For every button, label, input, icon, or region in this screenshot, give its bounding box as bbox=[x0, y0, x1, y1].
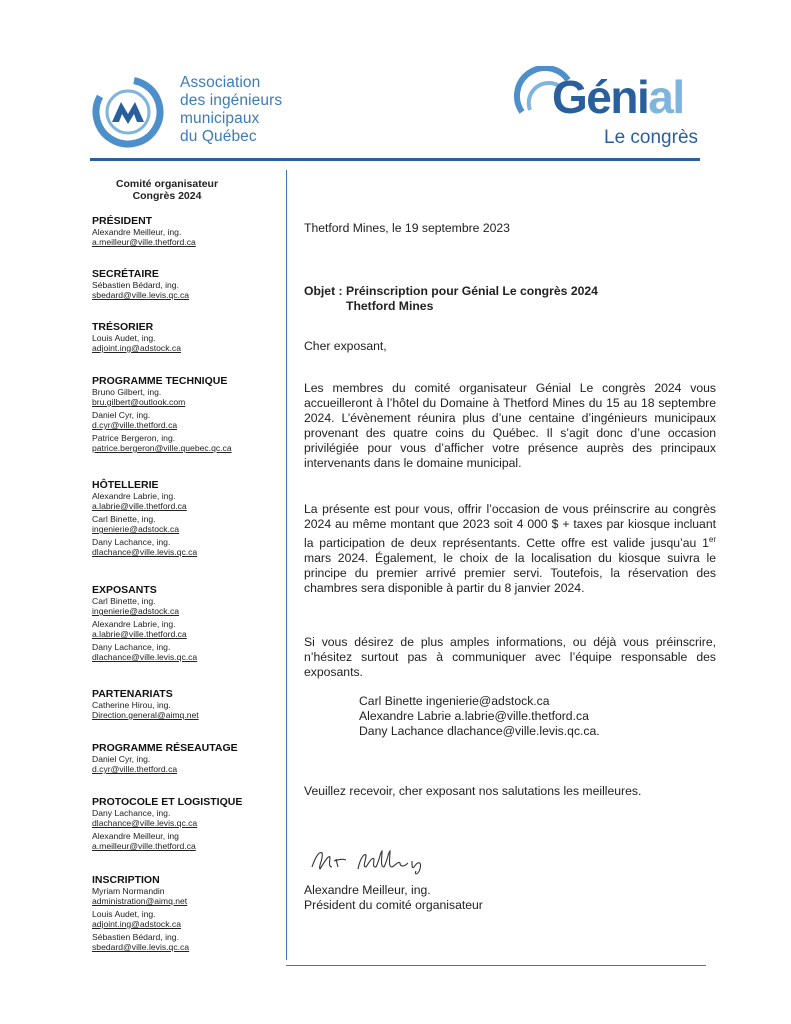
member bbox=[92, 831, 282, 851]
member-name: Bruno Gilbert, ing. bbox=[92, 387, 162, 397]
genial-subtitle: Le congrès bbox=[604, 127, 699, 148]
section-exposants bbox=[92, 584, 282, 665]
letter-paragraph-3: Si vous désirez de plus amples informations, ou déjà vous préinscrire, n’hésitez surtout pas à communiquer avec l’équipe responsable des exposants. bbox=[304, 635, 716, 679]
member-email[interactable]: d.cyr@ville.thetford.ca bbox=[92, 764, 178, 774]
association-name-line: des ingénieurs bbox=[180, 92, 283, 109]
member bbox=[92, 491, 282, 511]
contact-line: Alexandre Labrie a.labrie@ville.thetford.ca bbox=[359, 709, 589, 723]
member-email[interactable]: sbedard@ville.levis.qc.ca bbox=[92, 942, 190, 952]
section-protocole-logistique bbox=[92, 796, 282, 854]
association-logo bbox=[90, 72, 310, 152]
member-name: Dany Lachance, ing. bbox=[92, 537, 171, 547]
member-email[interactable]: sbedard@ville.levis.qc.ca bbox=[92, 290, 190, 300]
footer-divider bbox=[286, 965, 706, 966]
section-inscription bbox=[92, 874, 282, 955]
section-heading: PROTOCOLE ET LOGISTIQUE bbox=[92, 796, 243, 808]
member-email[interactable]: ingenierie@adstock.ca bbox=[92, 606, 180, 616]
association-name bbox=[180, 74, 320, 146]
member-email[interactable]: a.labrie@ville.thetford.ca bbox=[92, 629, 187, 639]
section-heading: TRÉSORIER bbox=[92, 321, 154, 333]
letter-date: Thetford Mines, le 19 septembre 2023 bbox=[304, 221, 510, 235]
section-heading: EXPOSANTS bbox=[92, 584, 157, 596]
section-tresorier bbox=[92, 321, 282, 356]
member-email[interactable]: patrice.bergeron@ville.quebec.qc.ca bbox=[92, 443, 232, 453]
exhibitor-contacts bbox=[304, 694, 716, 739]
member-email[interactable]: d.cyr@ville.thetford.ca bbox=[92, 420, 178, 430]
member-email[interactable]: adjoint.ing@adstock.ca bbox=[92, 919, 181, 929]
member-name: Daniel Cyr, ing. bbox=[92, 410, 151, 420]
member bbox=[92, 514, 282, 534]
letter-subject bbox=[304, 284, 716, 314]
committee-title bbox=[92, 178, 242, 202]
member-name: Alexandre Labrie, ing. bbox=[92, 619, 176, 629]
member bbox=[92, 333, 282, 353]
member-name: Daniel Cyr, ing. bbox=[92, 754, 151, 764]
member bbox=[92, 619, 282, 639]
subject-line: Thetford Mines bbox=[346, 299, 434, 313]
ordinal-suffix: er bbox=[708, 535, 716, 544]
member bbox=[92, 227, 282, 247]
member-email[interactable]: bru.gilbert@outlook.com bbox=[92, 397, 186, 407]
member bbox=[92, 932, 282, 952]
member-name: Patrice Bergeron, ing. bbox=[92, 433, 176, 443]
member bbox=[92, 596, 282, 616]
section-hotellerie bbox=[92, 479, 282, 560]
member-email[interactable]: a.labrie@ville.thetford.ca bbox=[92, 501, 187, 511]
member-name: Myriam Normandin bbox=[92, 886, 165, 896]
member-email[interactable]: a.meilleur@ville.thetford.ca bbox=[92, 841, 196, 851]
member-email[interactable]: a.meilleur@ville.thetford.ca bbox=[92, 237, 196, 247]
aimq-emblem-icon bbox=[90, 72, 170, 152]
member-email[interactable]: dlachance@ville.levis.qc.ca bbox=[92, 547, 198, 557]
genial-logo bbox=[512, 66, 702, 156]
member bbox=[92, 280, 282, 300]
member-name: Dany Lachance, ing. bbox=[92, 808, 171, 818]
signatory-title: Président du comité organisateur bbox=[304, 898, 483, 912]
section-programme-reseautage bbox=[92, 742, 282, 777]
header-divider bbox=[90, 158, 700, 161]
section-heading: PROGRAMME RÉSEAUTAGE bbox=[92, 742, 238, 754]
member-name: Carl Binette, ing. bbox=[92, 596, 156, 606]
genial-wordmark-dark: Géni bbox=[552, 71, 649, 123]
letter-paragraph-2 bbox=[304, 502, 716, 596]
handwritten-signature-icon bbox=[308, 845, 428, 875]
contact-line: Carl Binette ingenierie@adstock.ca bbox=[359, 694, 550, 708]
letter-salutation: Cher exposant, bbox=[304, 339, 387, 353]
sidebar-divider bbox=[286, 170, 287, 960]
member-email[interactable]: ingenierie@adstock.ca bbox=[92, 524, 180, 534]
letter-paragraph-1: Les membres du comité organisateur Génial Le congrès 2024 vous accueilleront à l’hôtel du Domaine à Thetford Mines du 15 au 18 septembre 2024. L’évènement réunira plus d’une centaine d’ingénieurs municipaux provenant des quatre coins du Québec. Il s’agit donc d’une occasion privilégiée pour vous d’afficher votre présence auprès des principaux intervenants dans le domaine municipal. bbox=[304, 381, 716, 470]
association-name-line: du Québec bbox=[180, 128, 257, 145]
member bbox=[92, 700, 282, 720]
member-email[interactable]: dlachance@ville.levis.qc.ca bbox=[92, 652, 198, 662]
association-name-line: Association bbox=[180, 74, 261, 91]
member bbox=[92, 410, 282, 430]
section-heading: HÔTELLERIE bbox=[92, 479, 159, 491]
member-name: Louis Audet, ing. bbox=[92, 909, 156, 919]
member-email[interactable]: dlachance@ville.levis.qc.ca bbox=[92, 818, 198, 828]
committee-title-line: Comité organisateur bbox=[115, 178, 219, 190]
member bbox=[92, 754, 282, 774]
member bbox=[92, 909, 282, 929]
letter-closing: Veuillez recevoir, cher exposant nos salutations les meilleures. bbox=[304, 784, 642, 798]
letter-signatory bbox=[304, 883, 716, 913]
member-name: Catherine Hirou, ing. bbox=[92, 700, 171, 710]
member-email[interactable]: Direction.general@aimq.net bbox=[92, 710, 199, 720]
member-name: Carl Binette, ing. bbox=[92, 514, 156, 524]
member-name: Alexandre Labrie, ing. bbox=[92, 491, 176, 501]
member bbox=[92, 387, 282, 407]
signatory-name: Alexandre Meilleur, ing. bbox=[304, 883, 431, 897]
section-heading: SECRÉTAIRE bbox=[92, 268, 159, 280]
genial-wordmark-light: al bbox=[648, 71, 684, 123]
member-name: Sébastien Bédard, ing. bbox=[92, 932, 179, 942]
member-name: Louis Audet, ing. bbox=[92, 333, 156, 343]
section-heading: PROGRAMME TECHNIQUE bbox=[92, 375, 228, 387]
member-email[interactable]: adjoint.ing@adstock.ca bbox=[92, 343, 181, 353]
member-name: Dany Lachance, ing. bbox=[92, 642, 171, 652]
member-name: Sébastien Bédard, ing. bbox=[92, 280, 179, 290]
section-heading: PARTENARIATS bbox=[92, 688, 173, 700]
paragraph-2-text: mars 2024. Également, le choix de la localisation du kiosque suivra le principe du premier arrivé premier servi. Toutefois, la réservation des chambres sera disponible à partir du 8 janvier 2024. bbox=[304, 551, 716, 596]
section-partenariats bbox=[92, 688, 282, 723]
member bbox=[92, 808, 282, 828]
member bbox=[92, 886, 282, 906]
member bbox=[92, 433, 282, 453]
section-president bbox=[92, 215, 282, 250]
committee-title-line: Congrès 2024 bbox=[132, 190, 202, 202]
genial-wordmark bbox=[552, 72, 684, 122]
member-email[interactable]: administration@aimq.net bbox=[92, 896, 188, 906]
section-heading: INSCRIPTION bbox=[92, 874, 160, 886]
paragraph-2-text: La présente est pour vous, offrir l’occasion de vous préinscrire au congrès 2024 au même montant que 2023 soit 4 000 $ + taxes par kiosque incluant la participation de deux représentants. Cette offre est valide jusqu’au 1 bbox=[304, 502, 716, 551]
section-heading: PRÉSIDENT bbox=[92, 215, 153, 227]
association-name-line: municipaux bbox=[180, 110, 260, 127]
member-name: Alexandre Meilleur, ing. bbox=[92, 227, 182, 237]
section-secretaire bbox=[92, 268, 282, 303]
member bbox=[92, 537, 282, 557]
member bbox=[92, 642, 282, 662]
member-name: Alexandre Meilleur, ing bbox=[92, 831, 179, 841]
subject-line: Objet : Préinscription pour Génial Le congrès 2024 bbox=[304, 284, 598, 298]
contact-line: Dany Lachance dlachance@ville.levis.qc.ca. bbox=[359, 724, 600, 738]
section-programme-technique bbox=[92, 375, 282, 456]
